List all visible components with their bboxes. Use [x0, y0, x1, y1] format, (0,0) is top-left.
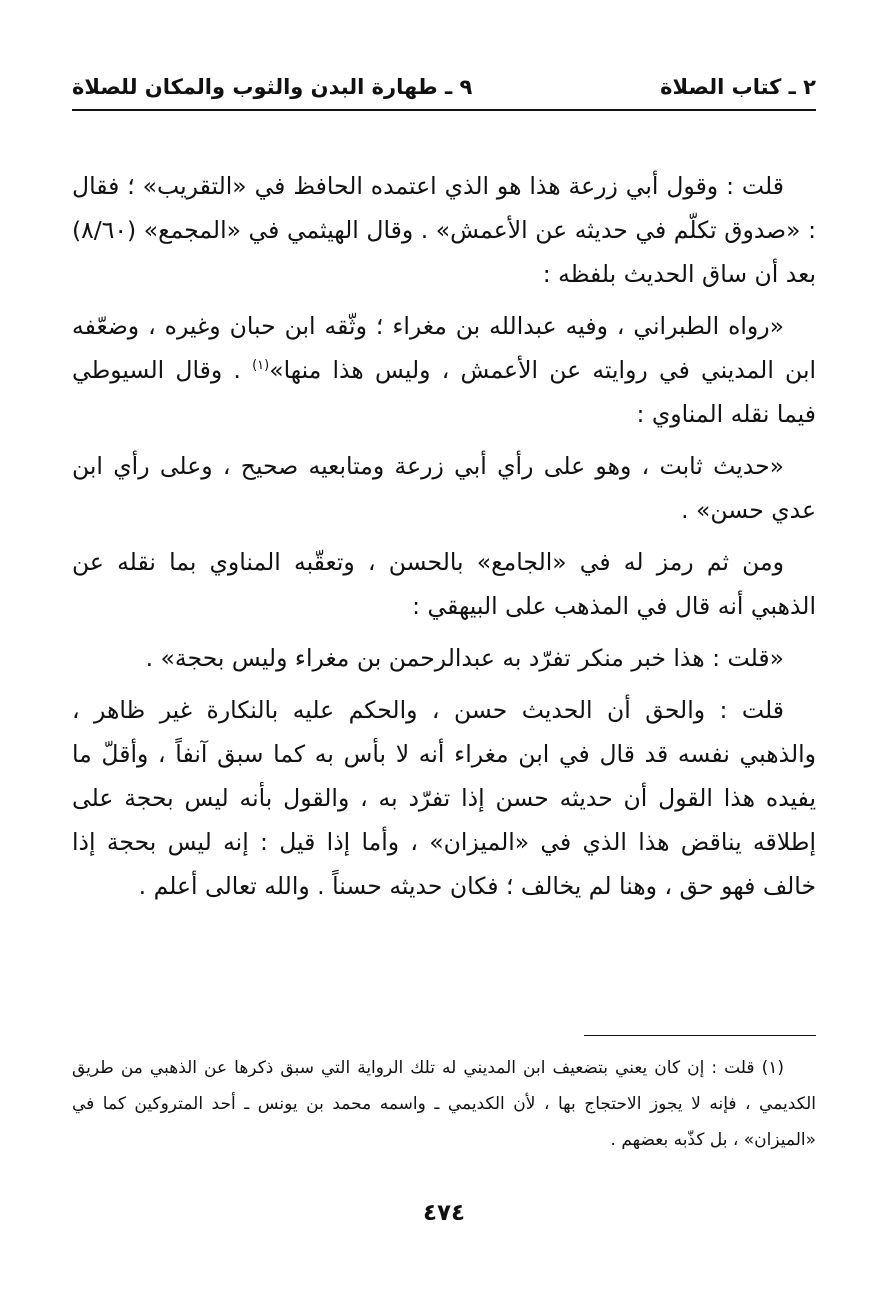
footnote-divider	[584, 1035, 816, 1036]
paragraph: قلت : والحق أن الحديث حسن ، والحكم عليه بالنكارة غير ظاهر ، والذهبي نفسه قد قال في ابن مغراء أنه لا بأس به كما سبق آنفاً ، وأقلّ ما يفيده هذا القول أن حديثه حسن إذا تفرّد به ، والقول بأنه ليس بحجة على إطلاقه يناقض هذا الذي في «الميزان» ، وأما إذا قيل : إنه ليس بحجة إذا خالف فهو حق ، وهنا لم يخالف ؛ فكان حديثه حسناً . والله تعالى أعلم .	[72, 696, 816, 900]
quote-paragraph: «قلت : هذا خبر منكر تفرّد به عبدالرحمن بن مغراء وليس بحجة» .	[145, 644, 784, 672]
footnotes	[72, 1050, 816, 1158]
footnote: (١) قلت : إن كان يعني بتضعيف ابن المديني له تلك الرواية التي سبق ذكرها عن الذهبي من طريق الكديمي ، فإنه لا يجوز الاحتجاج بها ، لأن الكديمي ـ واسمه محمد بن يونس ـ أحد المتروكين كما في «الميزان» ، بل كذّبه بعضهم .	[72, 1058, 816, 1150]
chapter-title: ٢ ـ كتاب الصلاة	[660, 75, 816, 99]
page-number: ٤٧٤	[422, 1200, 466, 1226]
quote-text: «رواه الطبراني ، وفيه عبدالله بن مغراء ؛ وثّقه ابن حبان وغيره ، وضعّفه ابن المديني في روايته عن الأعمش ، وليس هذا منها»	[72, 312, 817, 384]
running-header	[72, 70, 816, 104]
quote-paragraph: «حديث ثابت ، وهو على رأي أبي زرعة ومتابعيه صحيح ، وعلى رأي ابن عدي حسن» .	[72, 452, 816, 524]
header-divider	[72, 109, 816, 111]
main-text	[72, 164, 816, 908]
quote-paragraph	[72, 304, 816, 436]
section-title: ٩ ـ طهارة البدن والثوب والمكان للصلاة	[72, 75, 473, 99]
footnote-reference[interactable]: (١)	[252, 358, 270, 374]
paragraph: قلت : وقول أبي زرعة هذا هو الذي اعتمده الحافظ في «التقريب» ؛ فقال : «صدوق تكلّم في حديثه عن الأعمش» . وقال الهيثمي في «المجمع» (٨/٦٠) بعد أن ساق الحديث بلفظه :	[72, 172, 816, 288]
paragraph-tail: . وقال السيوطي فيما نقله المناوي :	[72, 356, 816, 428]
paragraph: ومن ثم رمز له في «الجامع» بالحسن ، وتعقّبه المناوي بما نقله عن الذهبي أنه قال في المذهب على البيهقي :	[72, 548, 816, 620]
